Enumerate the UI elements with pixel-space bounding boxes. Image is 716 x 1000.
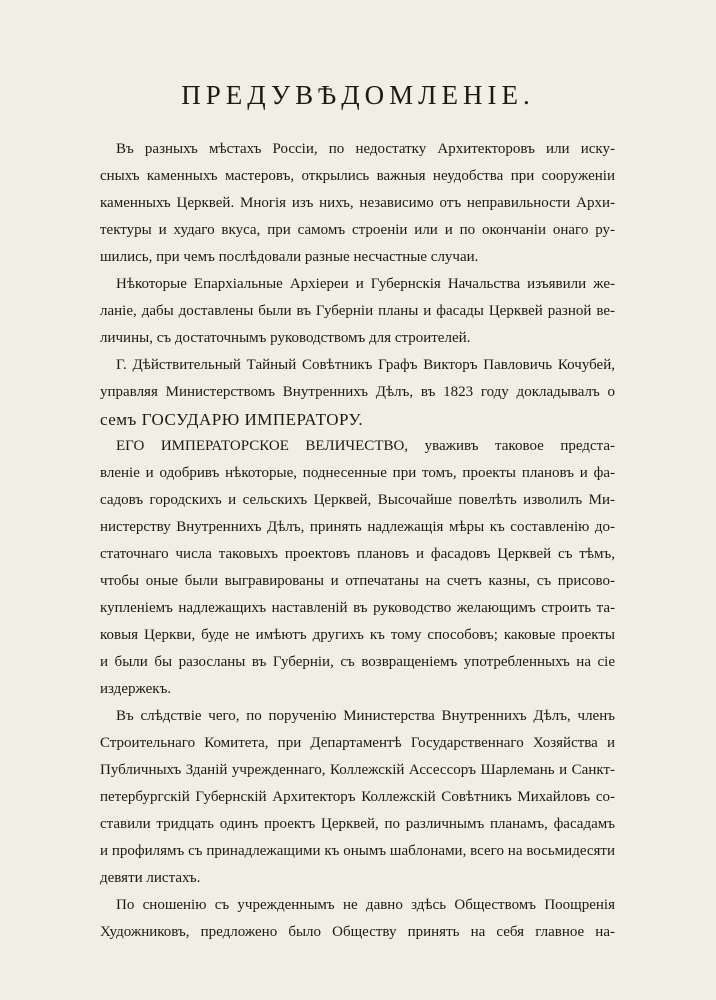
text-line: По сношенію съ учрежденнымъ не давно здѣсь Обществомъ Поощренія	[116, 897, 615, 913]
text-line: и профилямъ съ принадлежащими къ онымъ шаблонами, всего на восьмидесяти	[100, 843, 615, 859]
text-line: купленіемъ надлежащихъ наставленій въ руководство желающимъ строить та-	[100, 600, 615, 616]
body-text	[100, 136, 615, 946]
text-line: Въ слѣдствіе чего, по порученію Министерства Внутреннихъ Дѣлъ, членъ	[116, 708, 615, 724]
text-line: семъ ГОСУДАРЮ ИМПЕРАТОРУ.	[100, 410, 364, 429]
text-line: шились, при чемъ послѣдовали разные несчастные случаи.	[100, 249, 479, 265]
text-line: садовъ городскихъ и сельскихъ Церквей, Высочайше повелѣть изволилъ Ми-	[100, 492, 615, 508]
text-line: управляя Министерствомъ Внутреннихъ Дѣлъ, въ 1823 году докладывалъ о	[100, 384, 615, 400]
text-line: ЕГО ИМПЕРАТОРСКОЕ ВЕЛИЧЕСТВО, уваживъ таковое предста-	[116, 438, 615, 454]
text-line: сныхъ каменныхъ мастеровъ, открылись важныя неудобства при сооруженіи	[100, 168, 615, 184]
text-line: Публичныхъ Зданій учрежденнаго, Коллежскій Ассессоръ Шарлемань и Санкт-	[100, 762, 615, 778]
text-line: ланіе, дабы доставлены были въ Губерніи планы и фасады Церквей разной ве-	[100, 303, 615, 319]
text-line: чтобы оные были выгравированы и отпечатаны на счетъ казны, съ присово-	[100, 573, 615, 589]
text-line: петербургскій Губернскій Архитекторъ Коллежскій Совѣтникъ Михайловъ со-	[100, 789, 615, 805]
text-line: Строительнаго Комитета, при Департаментѣ Государственнаго Хозяйства и	[100, 735, 615, 751]
text-line: издержекъ.	[100, 681, 172, 697]
text-line: девяти листахъ.	[100, 870, 201, 886]
page-title: ПРЕДУВѢДОМЛЕНІЕ.	[181, 80, 535, 110]
text-line: Нѣкоторые Епархіальные Архіереи и Губернскія Начальства изъявили же-	[116, 276, 615, 292]
text-line: Художниковъ, предложено было Обществу принять на себя главное на-	[100, 924, 615, 940]
text-line: каменныхъ Церквей. Многія изъ нихъ, независимо отъ неправильности Архи-	[100, 195, 615, 211]
text-line: и были бы разосланы въ Губерніи, съ возвращеніемъ употребленныхъ на сіе	[100, 654, 615, 670]
text-line: вленіе и одобривъ нѣкоторые, поднесенные при томъ, проекты плановъ и фа-	[100, 465, 615, 481]
text-line: Г. Дѣйствительный Тайный Совѣтникъ Графъ Викторъ Павловичь Кочубей,	[116, 357, 615, 373]
text-line: Въ разныхъ мѣстахъ Россіи, по недостатку Архитекторовъ или иску-	[116, 141, 615, 157]
text-line: нистерству Внутреннихъ Дѣлъ, принять надлежащія мѣры къ составленію до-	[100, 519, 615, 535]
text-line: тектуры и худаго вкуса, при самомъ строеніи или и по окончаніи онаго ру-	[100, 222, 615, 238]
text-line: статочнаго числа таковыхъ проектовъ плановъ и фасадовъ Церквей съ тѣмъ,	[100, 546, 615, 562]
text-line: ковыя Церкви, буде не имѣютъ другихъ къ тому способовъ; каковые проекты	[100, 627, 615, 643]
text-line: ставили тридцать одинъ проектъ Церквей, по различнымъ планамъ, фасадамъ	[100, 816, 615, 832]
text-line: личины, съ достаточнымъ руководствомъ для строителей.	[100, 330, 471, 346]
